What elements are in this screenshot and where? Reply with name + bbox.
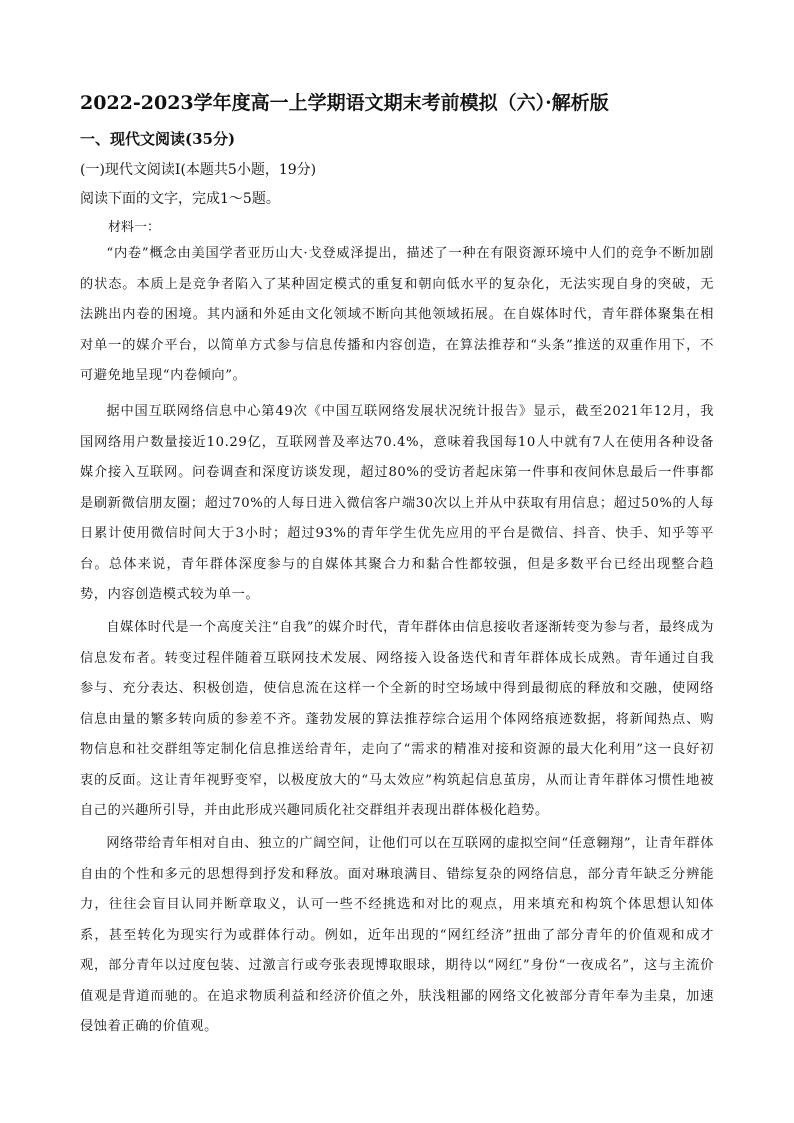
paragraph: 据中国互联网络信息中心第49次《中国互联网络发展状况统计报告》显示，截至2021年12月，我国网络用户数量接近10.29亿，互联网普及率达70.4%，意味着我国每10人中就有7人在使用各种设备媒介接入互联网。问卷调查和深度访谈发现，超过80%的受访者起床第一件事和夜间休息最后一件事都是刷新微信朋友圈；超过70%的人每日进入微信客户端30次以上并从中获取有用信息；超过50%的人每日累计使用微信时间大于3小时；超过93%的青年学生优先应用的平台是微信、抖音、快手、知乎等平台。总体来说，青年群体深度参与的自媒体其聚合力和黏合性都较强，但是多数平台已经出现整合趋势，内容创造模式较为单一。 xyxy=(80,404,714,602)
paragraph: 自媒体时代是一个高度关注“自我”的媒介时代，青年群体由信息接收者逐渐转变为参与者，最终成为信息发布者。转变过程伴随着互联网技术发展、网络接入设备迭代和青年群体成长成熟。青年通过自我参与、充分表达、积极创造，使信息流在这样一个全新的时空场域中得到最彻底的释放和交融，使网络信息由量的繁多转向质的参差不齐。蓬勃发展的算法推荐综合运用个体网络痕迹数据，将新闻热点、购物信息和社交群组等定制化信息推送给青年，走向了“需求的精准对接和资源的最大化利用”这一良好初衷的反面。这让青年视野变窄，以极度放大的“马太效应”构筑起信息茧房，从而让青年群体习惯性地被自己的兴趣所引导，并由此形成兴趣同质化社交群组并表现出群体极化趋势。 xyxy=(80,620,714,818)
subsection-heading: (一)现代文阅读Ⅰ(本题共5小题，19分) xyxy=(80,162,317,178)
document-title: 2022-2023学年度高一上学期语文期末考前模拟（六）·解析版 xyxy=(80,92,609,114)
paragraph: 网络带给青年相对自由、独立的广阔空间，让他们可以在互联网的虚拟空间“任意翱翔”，让青年群体自由的个性和多元的思想得到抒发和释放。面对琳琅满目、错综复杂的网络信息，部分青年缺乏分辨能力，往往会盲目认同并断章取义，认可一些不经挑选和对比的观点，用来填充和构筑个体思想认知体系，甚至转化为现实行为或群体行动。例如，近年出现的“网红经济”扭曲了部分青年的价值观和成才观，部分青年以过度包装、过激言行或夸张表现博取眼球，期待以“网红”身份“一夜成名”，这与主流价值观是背道而驰的。在追求物质利益和经济价值之外，肤浅粗鄙的网络文化被部分青年奉为圭臬，加速侵蚀着正确的价值观。 xyxy=(80,836,714,1034)
reading-instruction: 阅读下面的文字，完成1～5题。 xyxy=(80,191,280,207)
section-heading: 一、现代文阅读(35分) xyxy=(80,130,236,148)
paragraph: “内卷”概念由美国学者亚历山大·戈登威泽提出，描述了一种在有限资源环境中人们的竞争不断加剧的状态。本质上是竞争者陷入了某种固定模式的重复和朝向低水平的复杂化，无法实现自身的突破，无法跳出内卷的困境。其内涵和外延由文化领域不断向其他领域拓展。在自媒体时代，青年群体聚集在相对单一的媒介平台，以简单方式参与信息传播和内容创造，在算法推荐和“头条”推送的双重作用下，不可避免地呈现“内卷倾向”。 xyxy=(80,246,714,383)
material-label: 材料一： xyxy=(108,220,161,235)
